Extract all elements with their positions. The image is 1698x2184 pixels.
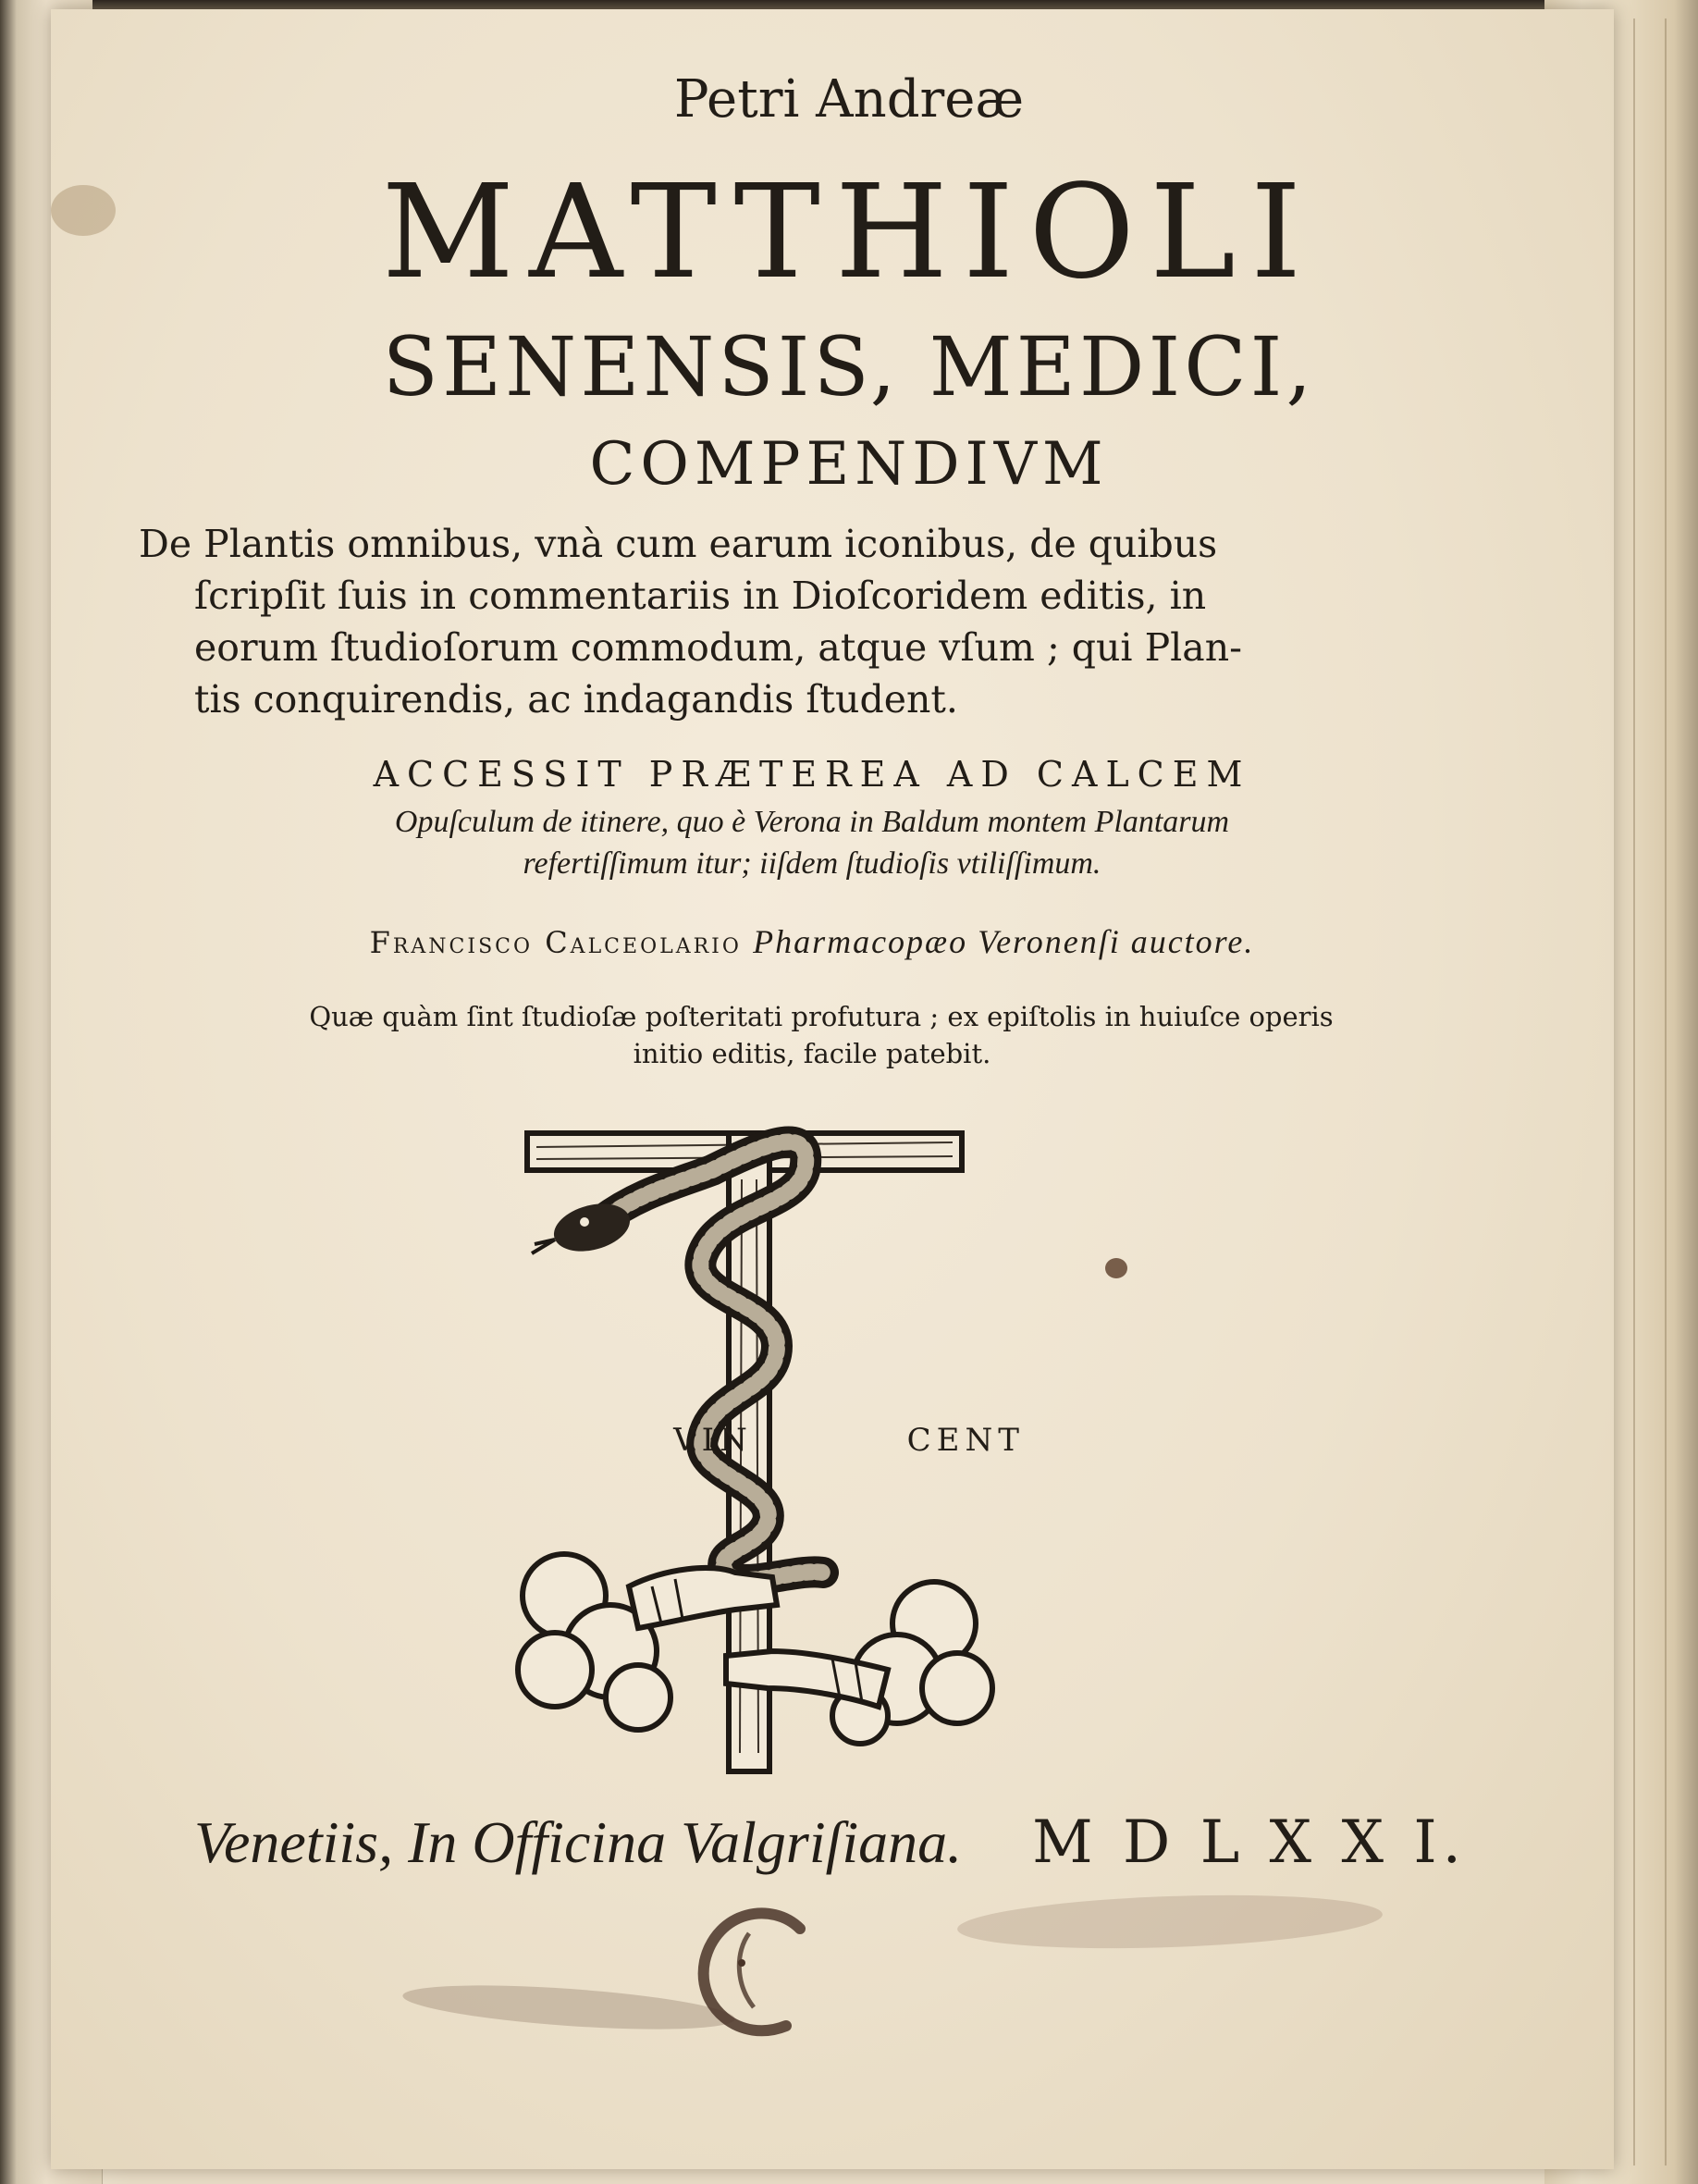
auctor-name: Francisco Calceolario	[369, 925, 742, 960]
addendum-line: refertiſſimum itur; iiſdem ſtudioſis vtiliſſimum.	[523, 846, 1101, 881]
note-line: Quæ quàm ſint ſtudioſæ poſteritati profutura ; ex epiſtolis in huiuſce operis	[309, 1001, 1334, 1032]
work-title: COMPENDIVM	[589, 430, 1109, 499]
auctor-rest: Pharmacopæo Veronenſi auctore.	[753, 923, 1255, 960]
author-origin: SENENSIS, MEDICI,	[382, 319, 1316, 414]
description-line: tis conquirendis, ac indagandis ſtudent.	[194, 677, 958, 722]
stain	[956, 1889, 1384, 1955]
imprint-place: Venetiis, In Officina Valgriſiana.	[194, 1809, 963, 1875]
description-line: eorum ſtudioſorum commodum, atque vſum ; qui Plan-	[194, 625, 1242, 670]
imprint-line	[0, 1808, 1680, 1877]
author-surname: MATTHIOLI	[381, 157, 1317, 308]
emblem-motto	[0, 1422, 1698, 1459]
motto-left: VIN	[673, 1422, 753, 1459]
addendum-line: Opuſculum de itinere, quo è Verona in Baldum montem Plantarum	[394, 805, 1230, 839]
motto-right: CENT	[906, 1422, 1025, 1459]
addendum-heading: ACCESSIT PRÆTEREA AD CALCEM	[373, 754, 1251, 795]
description-line: De Plantis omnibus, vnà cum earum iconibus, de quibus	[139, 522, 1218, 566]
description-paragraph	[139, 518, 1332, 725]
ownership-mark-icon	[684, 1896, 832, 2044]
description-line: ſcripſit ſuis in commentariis in Dioſcoridem editis, in	[194, 574, 1207, 618]
note-line: initio editis, facile patebit.	[633, 1038, 991, 1069]
author-forename: Petri Andreæ	[673, 69, 1025, 130]
imprint-year: M D L X X I.	[1032, 1808, 1467, 1877]
stain	[1105, 1258, 1127, 1278]
auctor-line	[0, 922, 1661, 961]
